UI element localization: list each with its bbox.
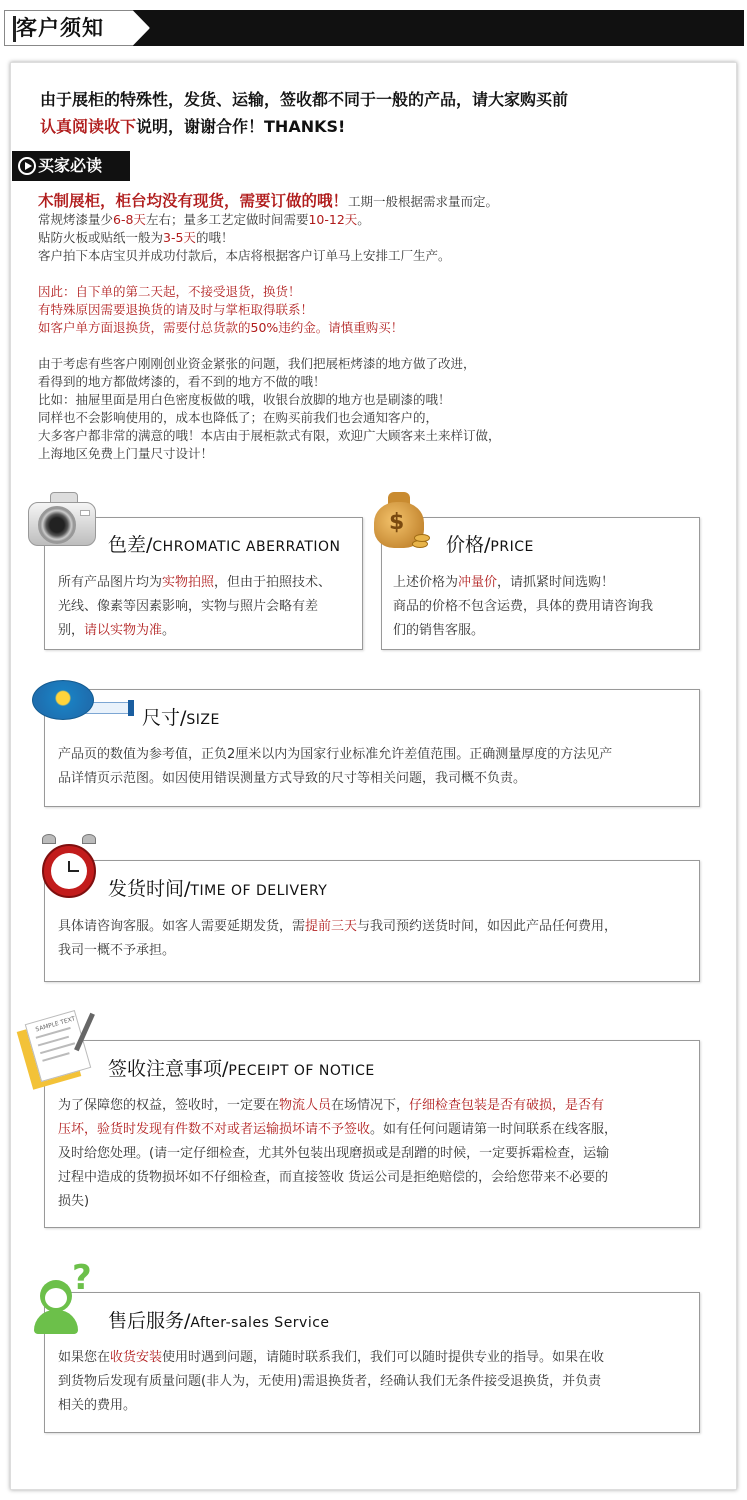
intro-line-2: 认真阅读收下说明，谢谢合作！THANKS! bbox=[40, 117, 346, 136]
note-line: 上海地区免费上门量尺寸设计！ bbox=[38, 446, 214, 461]
chromatic-title: 色差/CHROMATIC ABERRATION bbox=[108, 534, 341, 556]
money-bag-icon: $ bbox=[370, 488, 432, 554]
note-line: 由于考虑有些客户刚刚创业资金紧张的问题，我们把展柜烤漆的地方做了改进， bbox=[38, 356, 476, 371]
page-header bbox=[0, 0, 747, 56]
chromatic-text: 所有产品图片均为实物拍照，但由于拍照技术、 光线、像素等因素影响，实物与照片会略有差 别，请以实物为准。 bbox=[58, 575, 332, 638]
note-line: 木制展柜，柜台均没有现货，需要订做的哦！工期一般根据需求量而定。 bbox=[38, 192, 499, 210]
note-line: 客户拍下本店宝贝并成功付款后，本店将根据客户订单马上安排工厂生产。 bbox=[38, 248, 451, 263]
size-title: 尺寸/SIZE bbox=[142, 707, 220, 729]
note-line: 看得到的地方都做烤漆的，看不到的地方不做的哦！ bbox=[38, 374, 326, 389]
note-line: 比如：抽屉里面是用白色密度板做的哦，收银台放脚的地方也是刷漆的哦！ bbox=[38, 392, 451, 407]
note-line: 有特殊原因需要退换货的请及时与掌柜取得联系！ bbox=[38, 302, 314, 317]
note-line: 因此：自下单的第二天起，不接受退货，换货！ bbox=[38, 284, 301, 299]
play-icon bbox=[18, 157, 36, 175]
note-line: 如客户单方面退换货，需要付总货款的50%违约金。请慎重购买！ bbox=[38, 320, 404, 335]
size-text: 产品页的数值为参考值，正负2厘米以内为国家行业标准允许差值范围。正确测量厚度的方法见产 品详情页示范图。如因使用错误测量方式导致的尺寸等相关问题，我司概不负责。 bbox=[58, 747, 613, 786]
buyer-notes bbox=[38, 192, 728, 463]
after-sales-title: 售后服务/After-sales Service bbox=[108, 1310, 330, 1332]
customer-service-icon: ? bbox=[34, 1262, 108, 1340]
intro-text bbox=[40, 86, 568, 140]
after-sales-text: 如果您在收货安装使用时遇到问题，请随时联系我们，我们可以随时提供专业的指导。如果在收 到货物后发现有质量问题(非人为，无使用)需退换货者，经确认我们无条件接受退换货，并负责 相关的费用。 bbox=[58, 1350, 605, 1413]
receipt-text: 为了保障您的权益，签收时，一定要在物流人员在场情况下，仔细检查包装是否有破损，是否有 压坏，验货时发现有件数不对或者运输损坏请不予签收。如有任何问题请第一时间联系在线客服， 及时给您处理。(请一定仔细检查，尤其外包装出现磨损或是刮蹭的时候，一定要拆霜检查，运输 过程中造成的货物损坏如不仔细检查，而直接签收 货运公司是拒绝赔偿的，会给您带来不必要的 损失) bbox=[58, 1098, 618, 1209]
document-icon: SAMPLE TEXT bbox=[24, 1012, 104, 1092]
receipt-title: 签收注意事项/PECEIPT OF NOTICE bbox=[108, 1058, 375, 1080]
camera-icon bbox=[28, 488, 100, 552]
tape-measure-icon bbox=[32, 676, 136, 724]
must-read-label: 买家必读 bbox=[12, 151, 130, 181]
note-line: 大多客户都非常的满意的哦！本店由于展柜款式有限，欢迎广大顾客来土来样订做， bbox=[38, 428, 501, 443]
alarm-clock-icon bbox=[40, 830, 102, 904]
price-text: 上述价格为冲量价，请抓紧时间选购！ 商品的价格不包含运费，具体的费用请咨询我 们的销售客服。 bbox=[393, 575, 654, 638]
price-title: 价格/PRICE bbox=[446, 534, 534, 556]
note-line: 同样也不会影响使用的，成本也降低了；在购买前我们也会通知客户的， bbox=[38, 410, 439, 425]
delivery-title: 发货时间/TIME OF DELIVERY bbox=[108, 878, 328, 900]
note-line: 贴防火板或贴纸一般为3-5天的哦！ bbox=[38, 230, 234, 245]
intro-line-1: 由于展柜的特殊性，发货、运输，签收都不同于一般的产品，请大家购买前 bbox=[40, 90, 569, 109]
delivery-text: 具体请咨询客服。如客人需要延期发货，需提前三天与我司预约送货时间，如因此产品任何费用， 我司一概不予承担。 bbox=[58, 919, 618, 958]
note-line: 常规烤漆量少6-8天左右；量多工艺定做时间需要10-12天。 bbox=[38, 212, 370, 227]
page-title: 客户须知 bbox=[16, 16, 104, 40]
